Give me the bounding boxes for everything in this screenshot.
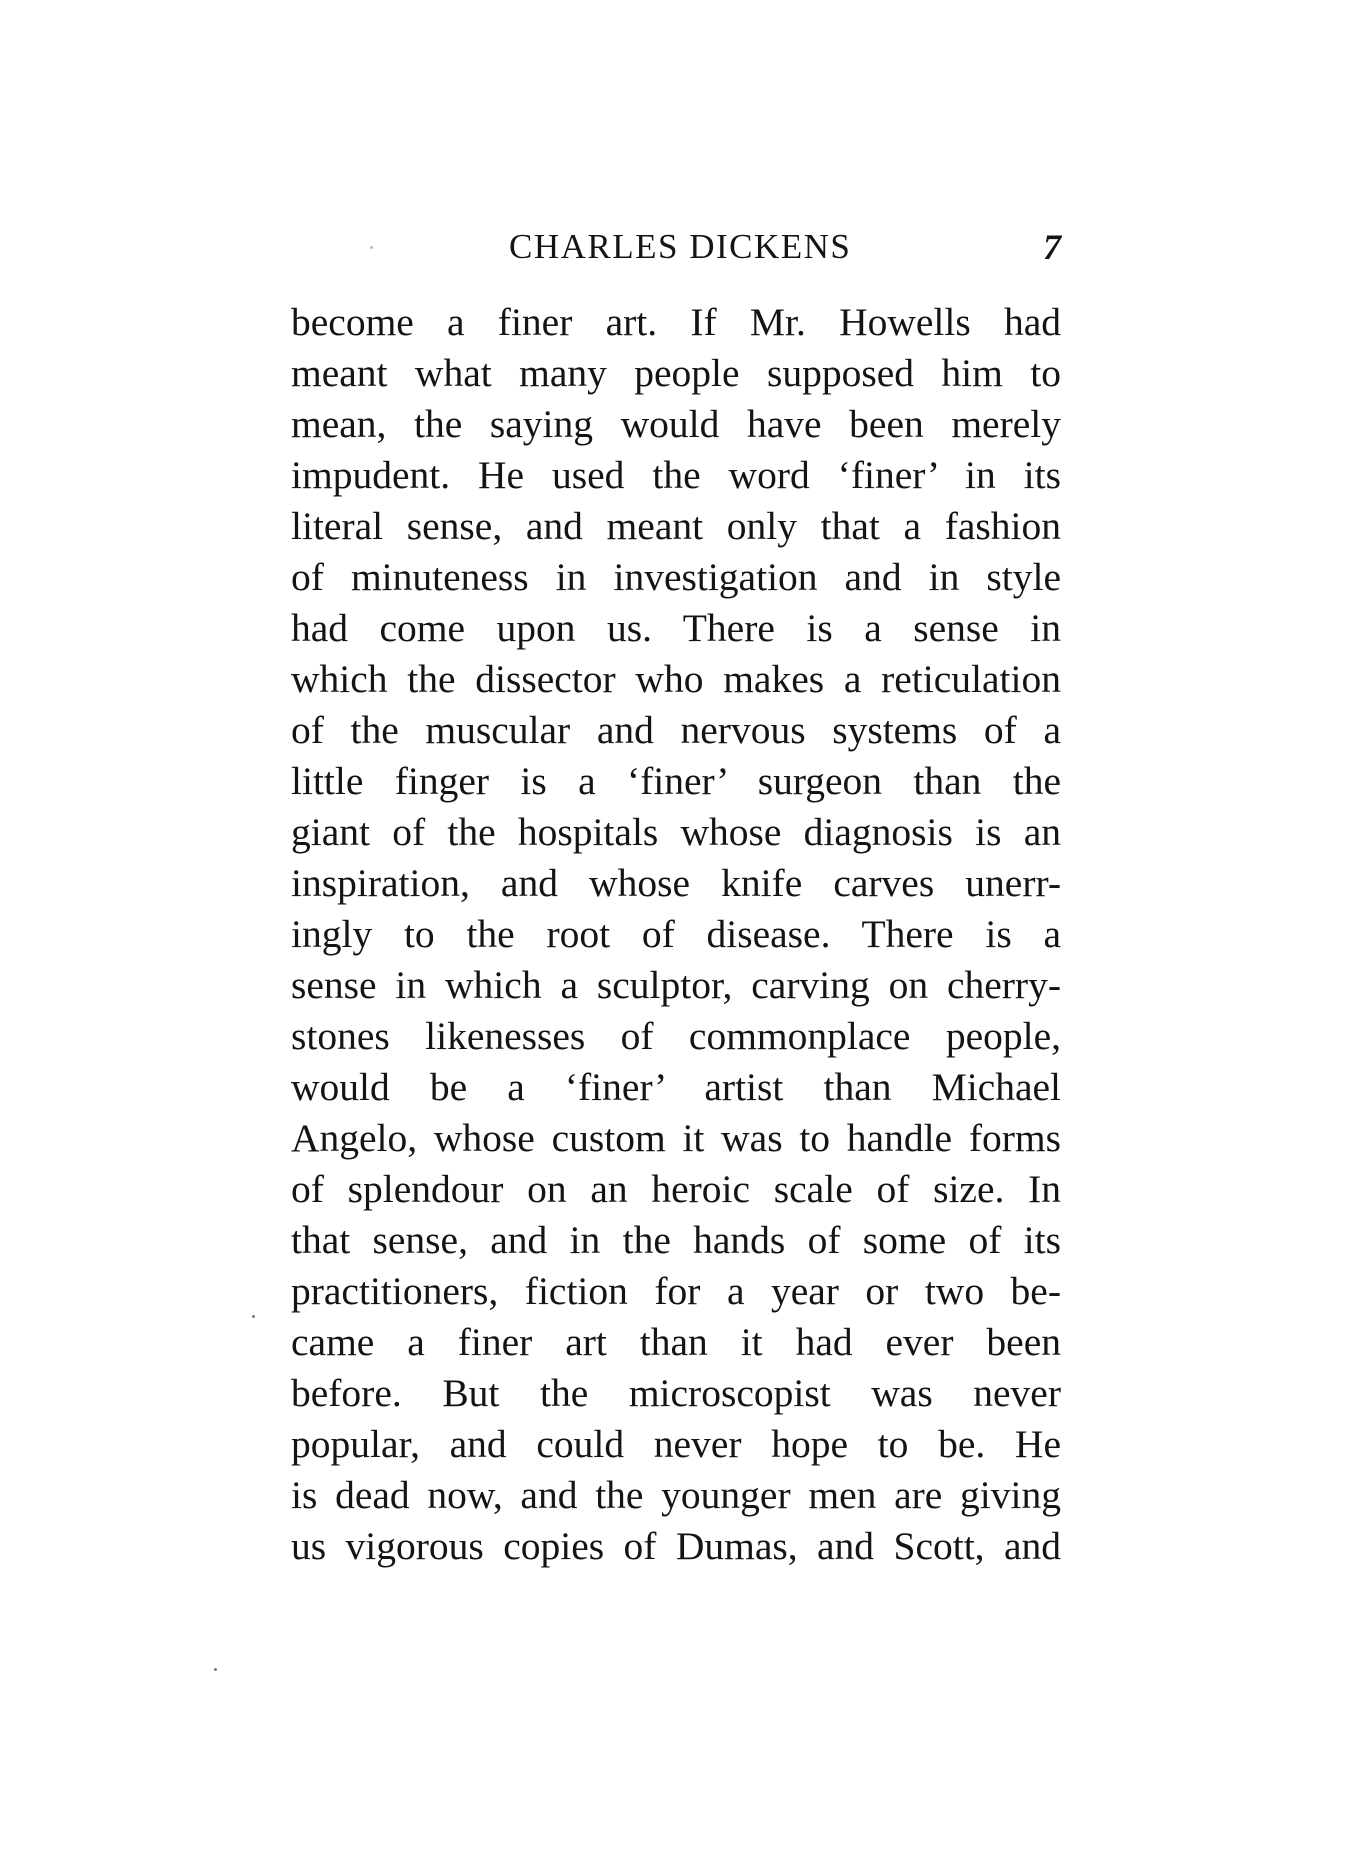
running-title: CHARLES DICKENS: [509, 227, 852, 266]
text-line: us vigorous copies of Dumas, and Scott, and: [291, 1524, 1061, 1568]
text-line: which the dissector who makes a reticulation: [291, 657, 1061, 701]
text-line: inspiration, and whose knife carves unerr-: [291, 861, 1061, 905]
text-line: of minuteness in investigation and in style: [291, 555, 1061, 599]
text-line: mean, the saying would have been merely: [291, 402, 1061, 446]
text-line: become a finer art. If Mr. Howells had: [291, 300, 1061, 344]
text-line: before. But the microscopist was never: [291, 1371, 1061, 1415]
text-line: of splendour on an heroic scale of size. In: [291, 1167, 1061, 1211]
text-line: literal sense, and meant only that a fashion: [291, 504, 1061, 548]
text-line: is dead now, and the younger men are giving: [291, 1473, 1061, 1517]
text-line: practitioners, fiction for a year or two be-: [291, 1269, 1061, 1313]
running-head: [291, 224, 1061, 270]
text-line: had come upon us. There is a sense in: [291, 606, 1061, 650]
text-line: little finger is a ‘finer’ surgeon than the: [291, 759, 1061, 803]
text-line: popular, and could never hope to be. He: [291, 1422, 1061, 1466]
text-line: came a finer art than it had ever been: [291, 1320, 1061, 1364]
text-line: Angelo, whose custom it was to handle forms: [291, 1116, 1061, 1160]
scan-speck: [252, 1315, 255, 1318]
text-line: ingly to the root of disease. There is a: [291, 912, 1061, 956]
text-line: meant what many people supposed him to: [291, 351, 1061, 395]
text-line: sense in which a sculptor, carving on cherry-: [291, 963, 1061, 1007]
body-text: [291, 297, 1061, 1572]
text-line: of the muscular and nervous systems of a: [291, 708, 1061, 752]
scan-speck: [370, 246, 373, 249]
scan-speck: [214, 1668, 217, 1671]
text-line: would be a ‘finer’ artist than Michael: [291, 1065, 1061, 1109]
page-number: 7: [1043, 227, 1061, 267]
text-line: stones likenesses of commonplace people,: [291, 1014, 1061, 1058]
text-line: that sense, and in the hands of some of its: [291, 1218, 1061, 1262]
text-line: impudent. He used the word ‘finer’ in its: [291, 453, 1061, 497]
text-line: giant of the hospitals whose diagnosis is an: [291, 810, 1061, 854]
